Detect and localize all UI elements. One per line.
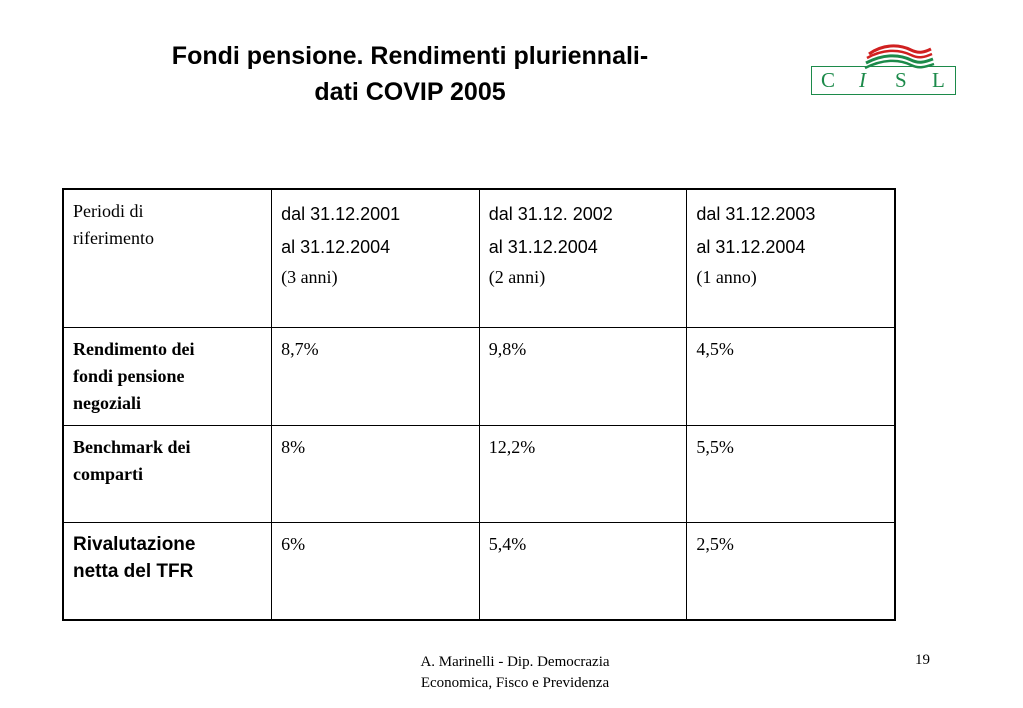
slide-title-line-1: Fondi pensione. Rendimenti pluriennali- [171,42,649,70]
row-label-line: netta del TFR [73,561,194,582]
row-label-cell [63,426,272,523]
logo-letter-i: I [859,68,867,92]
row-label-line: negoziali [73,393,141,413]
period-duration: (1 anno) [696,267,757,287]
table-row [63,523,895,621]
period-duration: (2 anni) [488,267,546,287]
header-label-line: Periodi di [73,201,144,221]
period-cell [687,189,895,328]
value-cell: 4,5% [687,328,895,426]
header-label-cell [63,189,272,328]
value-cell: 8% [272,426,480,523]
page-number: 19 [915,652,930,668]
cisl-logo [811,40,958,98]
table-row [63,426,895,523]
slide-title-line-2: dati COVIP 2005 [314,78,506,106]
table-row [63,328,895,426]
row-label-line: fondi pensione [73,366,185,386]
period-to: al 31.12.2004 [281,237,391,257]
row-label-cell [63,523,272,621]
value-cell: 6% [272,523,480,621]
slide-title [60,38,760,110]
returns-table [62,188,896,621]
period-cell [479,189,687,328]
row-label-line: comparti [73,464,143,484]
table-header-row [63,189,895,328]
footer-line-2: Economica, Fisco e Previdenza [420,675,610,691]
value-cell: 8,7% [272,328,480,426]
period-from: dal 31.12.2003 [696,204,816,224]
period-to: al 31.12.2004 [488,237,598,257]
row-label-cell [63,328,272,426]
period-cell [272,189,480,328]
value-cell: 2,5% [687,523,895,621]
period-to: al 31.12.2004 [696,237,806,257]
value-cell: 5,5% [687,426,895,523]
row-label-line: Rendimento dei [73,339,195,359]
period-duration: (3 anni) [281,267,338,287]
row-label-line: Benchmark dei [73,437,191,457]
header-label-line: riferimento [73,228,154,248]
value-cell: 12,2% [479,426,687,523]
logo-letter-s: S [895,68,908,92]
row-label-line: Rivalutazione [73,534,196,555]
period-from: dal 31.12. 2002 [488,204,613,224]
footer-credit [360,652,670,694]
logo-letter-l: L [932,68,946,92]
footer-line-1: A. Marinelli - Dip. Democrazia [420,654,610,670]
logo-letter-c: C [821,68,837,92]
period-from: dal 31.12.2001 [281,204,401,224]
value-cell: 5,4% [479,523,687,621]
value-cell: 9,8% [479,328,687,426]
